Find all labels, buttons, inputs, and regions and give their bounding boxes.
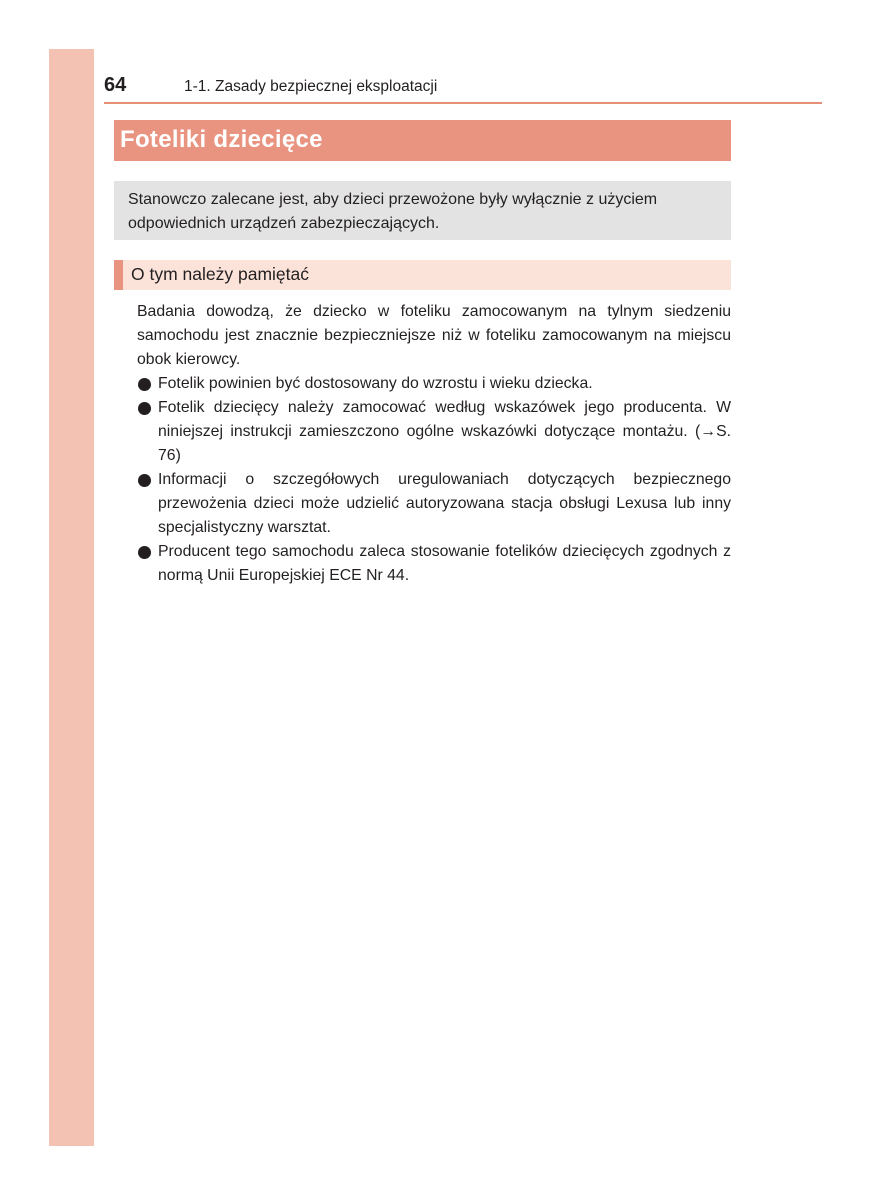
bullet-text: Fotelik powinien być dostosowany do wzrostu i wieku dziecka. bbox=[158, 375, 593, 392]
notice-text: Stanowczo zalecane jest, aby dzieci przewożone były wyłącznie z użyciem odpowiednich urządzeń zabezpieczających. bbox=[128, 191, 658, 232]
header-divider bbox=[104, 102, 822, 104]
bullet-dot-icon bbox=[138, 546, 151, 559]
bullet-item bbox=[137, 396, 731, 468]
side-tab-strip bbox=[49, 49, 94, 1146]
section-title-bar bbox=[114, 120, 731, 161]
subsection-title: O tym należy pamiętać bbox=[131, 264, 309, 284]
bullet-item bbox=[137, 372, 731, 396]
section-title: Foteliki dziecięce bbox=[120, 126, 323, 153]
bullet-text: Informacji o szczegółowych uregulowaniach dotyczących bezpiecznego przewożenia dzieci może udzielić autoryzowana stacja obsługi Lexusa lub inny specjalistyczny warsztat. bbox=[158, 471, 731, 536]
bullet-list bbox=[137, 372, 731, 588]
notice-box bbox=[114, 181, 731, 240]
bullet-dot-icon bbox=[138, 402, 151, 415]
bullet-dot-icon bbox=[138, 378, 151, 391]
subsection-accent-marker bbox=[114, 260, 123, 290]
bullet-item bbox=[137, 540, 731, 588]
intro-paragraph: Badania dowodzą, że dziecko w foteliku zamocowanym na tylnym siedzeniu samochodu jest znacznie bezpieczniejsze niż w foteliku zamocowanym na miejscu obok kierowcy. bbox=[137, 303, 731, 368]
page-header bbox=[104, 72, 822, 103]
bullet-text: Producent tego samochodu zaleca stosowanie fotelików dziecięcych zgodnych z normą Unii Europejskiej ECE Nr 44. bbox=[158, 543, 731, 584]
subsection-heading-bar bbox=[114, 260, 731, 290]
bullet-item bbox=[137, 468, 731, 540]
chapter-title: 1-1. Zasady bezpiecznej eksploatacji bbox=[184, 78, 438, 95]
bullet-dot-icon bbox=[138, 474, 151, 487]
bullet-text: Fotelik dziecięcy należy zamocować według wskazówek jego producenta. W niniejszej instrukcji zamieszczono ogólne wskazówki dotyczące montażu. (→S. 76) bbox=[158, 399, 731, 464]
body-content bbox=[137, 300, 731, 588]
page-number: 64 bbox=[104, 74, 127, 96]
